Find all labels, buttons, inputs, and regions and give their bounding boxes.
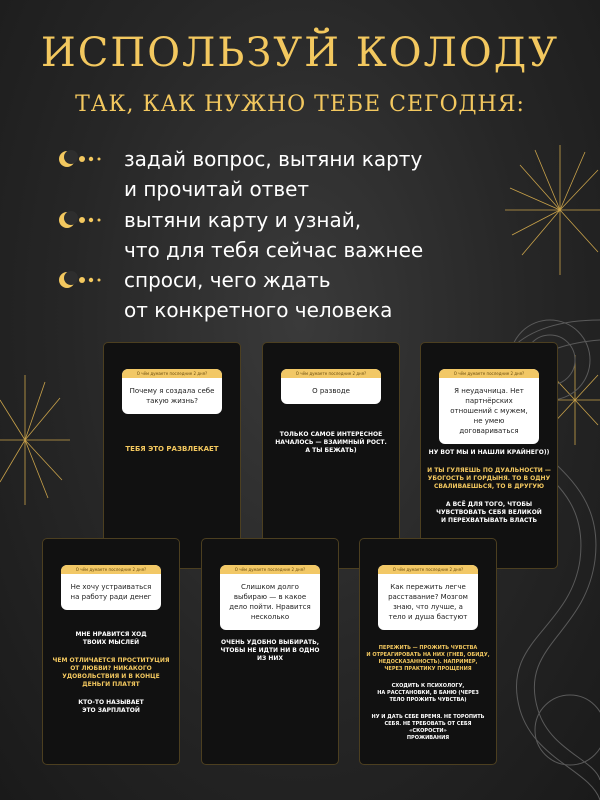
answer-line: НУ ВОТ МЫ И НАШЛИ КРАЙНЕГО)) (428, 449, 550, 456)
bubble-header: О чём думаете последние 2 дня? (122, 369, 222, 378)
answer-card (262, 342, 400, 569)
bullet-item (58, 265, 392, 325)
answer-text (269, 431, 393, 465)
answer-card (420, 342, 558, 569)
page-title: ИСПОЛЬЗУЙ КОЛОДУ (40, 30, 560, 76)
question-text: Как пережить легче расставание? Мозгом знаю, что лучше, а тело и душа бастуют (388, 583, 468, 621)
question-text: О разводе (312, 387, 350, 395)
answer-line: ТЕБЯ ЭТО РАЗВЛЕКАЕТ (125, 445, 219, 453)
question-text: Не хочу устраиваться на работу ради денег (70, 583, 152, 601)
answer-text (427, 449, 551, 535)
starburst-top-right-icon (500, 140, 600, 280)
answer-text (49, 631, 173, 725)
answer-line: ТОЛЬКО САМОЕ ИНТЕРЕСНОЕ НАЧАЛОСЬ — ВЗАИМНЫЙ РОСТ. А ТЫ БЕЖАТЬ) (275, 431, 387, 454)
question-text: Почему я создала себе такую жизнь? (129, 387, 215, 405)
bubble-header: О чём думаете последние 2 дня? (378, 565, 478, 574)
answer-line: И ТЫ ГУЛЯЕШЬ ПО ДУАЛЬНОСТИ — УБОГОСТЬ И ГОРДЫНЯ. ТО В ОДНУ СВАЛИВАЕШЬСЯ, ТО В ДРУГУЮ (427, 467, 551, 490)
bullet-item (58, 144, 422, 204)
answer-line: ПЕРЕЖИТЬ — ПРОЖИТЬ ЧУВСТВА И ОТРЕАГИРОВАТЬ НА НИХ (ГНЕВ, ОБИДУ, НЕДОСКАЗАННОСТЬ). НАПРИМЕР, ЧЕРЕЗ ПРАКТИКУ ПРОЩЕНИЯ (366, 645, 490, 672)
bullet-text: вытяни карту и узнай, что для тебя сейчас важнее (124, 208, 424, 262)
bullet-text: задай вопрос, вытяни карту и прочитай ответ (124, 147, 423, 201)
answer-line: ОЧЕНЬ УДОБНО ВЫБИРАТЬ, ЧТОБЫ НЕ ИДТИ НИ В ОДНО ИЗ НИХ (220, 639, 320, 662)
answer-line: КТО-ТО НАЗЫВАЕТ ЭТО ЗАРПЛАТОЙ (78, 699, 144, 714)
question-text: Я неудачница. Нет партнёрских отношений с мужем, не умею договариваться (450, 387, 528, 435)
bullet-item (58, 205, 423, 265)
starburst-left-icon (0, 370, 80, 510)
answer-text (110, 445, 234, 463)
question-text: Слишком долго выбираю — в какое дело пойти. Нравится несколько (229, 583, 311, 621)
bubble-header: О чём думаете последние 2 дня? (281, 369, 381, 378)
answer-line: ЧЕМ ОТЛИЧАЕТСЯ ПРОСТИТУЦИЯ ОТ ЛЮБВИ? НИКАКОГО УДОВОЛЬСТВИЯ И В КОНЦЕ ДЕНЬГИ ПЛАТЯТ (52, 657, 170, 688)
bullet-text: спроси, чего ждать от конкретного человека (124, 268, 393, 322)
bubble-header: О чём думаете последние 2 дня? (220, 565, 320, 574)
question-bubble (281, 369, 381, 404)
question-bubble (439, 369, 539, 444)
bubble-header: О чём думаете последние 2 дня? (61, 565, 161, 574)
answer-text (208, 639, 332, 673)
answer-card (103, 342, 241, 569)
question-bubble (378, 565, 478, 630)
answer-card (359, 538, 497, 765)
bubble-header: О чём думаете последние 2 дня? (439, 369, 539, 378)
page-subtitle: ТАК, КАК НУЖНО ТЕБЕ СЕГОДНЯ: (75, 92, 525, 117)
answer-text (366, 645, 490, 752)
answer-line: А ВСЁ ДЛЯ ТОГО, ЧТОБЫ ЧУВСТВОВАТЬ СЕБЯ ВЕЛИКОЙ И ПЕРЕХВАТЫВАТЬ ВЛАСТЬ (436, 501, 542, 524)
question-bubble (61, 565, 161, 610)
answer-line: НУ И ДАТЬ СЕБЕ ВРЕМЯ. НЕ ТОРОПИТЬ СЕБЯ. НЕ ТРЕБОВАТЬ ОТ СЕБЯ «СКОРОСТИ» ПРОЖИВАНИЯ (371, 714, 485, 741)
answer-line: СХОДИТЬ К ПСИХОЛОГУ, НА РАССТАНОВКИ, В БАНЮ (ЧЕРЕЗ ТЕЛО ПРОЖИТЬ ЧУВСТВА) (377, 683, 479, 703)
answer-card (201, 538, 339, 765)
answer-card (42, 538, 180, 765)
moon-dots-icon (58, 210, 106, 230)
question-bubble (122, 369, 222, 414)
question-bubble (220, 565, 320, 630)
answer-line: МНЕ НРАВИТСЯ ХОД ТВОИХ МЫСЛЕЙ (75, 631, 147, 646)
moon-dots-icon (58, 149, 106, 169)
moon-dots-icon (58, 270, 106, 290)
